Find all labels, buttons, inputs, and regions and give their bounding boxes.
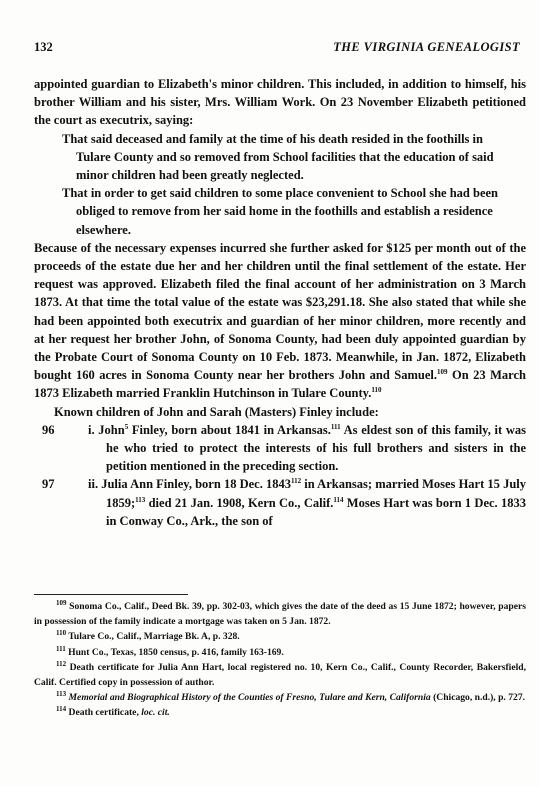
marriage-text: On 23 March 1873 Elizabeth married Franklin Hutchinson in Tulare County. (34, 368, 527, 401)
footnote-text: Hunt Co., Texas, 1850 census, p. 416, family 163-169. (65, 646, 284, 658)
footnote-109 (34, 599, 526, 629)
footnote-ref-109: 109 (437, 368, 448, 377)
paragraph-guardian: appointed guardian to Elizabeth's minor children. This included, in addition to himself, his brother William and his sister, Mrs. William Work. On 23 November Elizabeth petitioned the court as executrix, saying: (34, 77, 526, 128)
child-number: 97 (42, 477, 55, 492)
paragraph-estate (34, 239, 526, 403)
footnote-ref-114: 114 (333, 495, 344, 504)
generation-number: 5 (124, 422, 129, 431)
footnote-text: Death certificate for Julia Ann Hart, local registered no. 10, Kern Co., Calif., County Recorder, Bakersfield, Calif. Certified copy in possession of author. (34, 661, 526, 689)
quote-line-2: That in order to get said children to some place convenient to School she had been obliged to remove from her said home in the foothills and establish a residence elsewhere. (62, 186, 499, 237)
footnote-ref-113: 113 (135, 495, 146, 504)
child-details: As eldest son of this family, it was he who tried to protect the interests of his full brothers and sisters in the petition mentioned in the preceding section. (106, 422, 526, 474)
footnote-text: Sonoma Co., Calif., Deed Bk. 39, pp. 302-03, which gives the date of the deed as 15 June 1872; however, papers in possession of the family indicate a mortgage was taken on 5 Jan. 1872. (34, 601, 526, 628)
footnote-114 (34, 705, 526, 720)
footnote-loc-cit: loc. cit. (141, 707, 170, 719)
child-spouse: Moses Hart was born 1 Dec. 1833 in Conway Co., Ark., the son of (106, 495, 526, 528)
footnotes (34, 599, 526, 721)
footnote-ref-112: 112 (291, 477, 302, 486)
footnote-number: 112 (56, 659, 67, 668)
journal-title: THE VIRGINIA GENEALOGIST (333, 40, 520, 54)
page-header (34, 40, 520, 58)
footnote-112 (34, 660, 526, 690)
footnote-number: 113 (56, 690, 67, 699)
child-marriage: in Arkansas; married Moses Hart 15 July 1859; (106, 477, 526, 510)
child-number: 96 (42, 422, 55, 437)
child-text (88, 475, 526, 530)
estate-text: Because of the necessary expenses incurred she further asked for $125 per month out of the proceeds of the estate due her and her children until the final settlement of the estate. Her request was approved. Elizabeth filed the final account of her administration on 3 March 1873. At that time the total value of the estate was $23,291.18. She also stated that while she had been appointed both executrix and guardian of her minor children, more recently and at her request her brother John, of Sonoma County, had been duly appointed guardian by the Probate Court of Sonoma County on 10 Feb. 1873. Meanwhile, in Jan. 1872, Elizabeth bought 160 acres in Sonoma County near her brothers John and Samuel. (34, 240, 526, 383)
footnote-text: (Chicago, n.d.), p. 727. (430, 692, 526, 704)
paragraph-children-intro: Known children of John and Sarah (Masters) Finley include: (54, 404, 379, 419)
footnote-divider (34, 594, 188, 595)
main-text (34, 75, 526, 530)
child-entry-96 (34, 421, 526, 476)
footnote-title: Memorial and Biographical History of the Counties of Fresno, Tulare and Kern, California (68, 692, 431, 704)
child-name: ii. Julia Ann Finley, born 18 Dec. 1843 (88, 477, 292, 492)
page-number: 132 (34, 40, 53, 54)
block-quote (62, 130, 502, 239)
footnote-113 (34, 690, 526, 705)
child-name: i. John (88, 422, 125, 437)
footnote-number: 114 (56, 705, 67, 714)
child-birth: Finley, born about 1841 in Arkansas. (128, 422, 331, 437)
child-entry-97 (34, 475, 526, 530)
footnote-number: 109 (56, 598, 67, 607)
footnote-number: 111 (56, 644, 66, 653)
footnote-text: Death certificate, (66, 707, 142, 719)
footnote-ref-110: 110 (371, 386, 382, 395)
footnote-number: 110 (56, 629, 67, 638)
footnote-110 (34, 629, 526, 644)
footnote-111 (34, 645, 526, 660)
footnote-text: Tulare Co., Calif., Marriage Bk. A, p. 328. (66, 631, 240, 643)
child-text (88, 421, 526, 476)
footnote-ref-111: 111 (330, 422, 341, 431)
child-death: died 21 Jan. 1908, Kern Co., Calif. (145, 495, 334, 510)
quote-line-1: That said deceased and family at the time of his death resided in the foothills in Tulare County and so removed from School facilities that the education of said minor children had been greatly neglected. (62, 131, 494, 183)
